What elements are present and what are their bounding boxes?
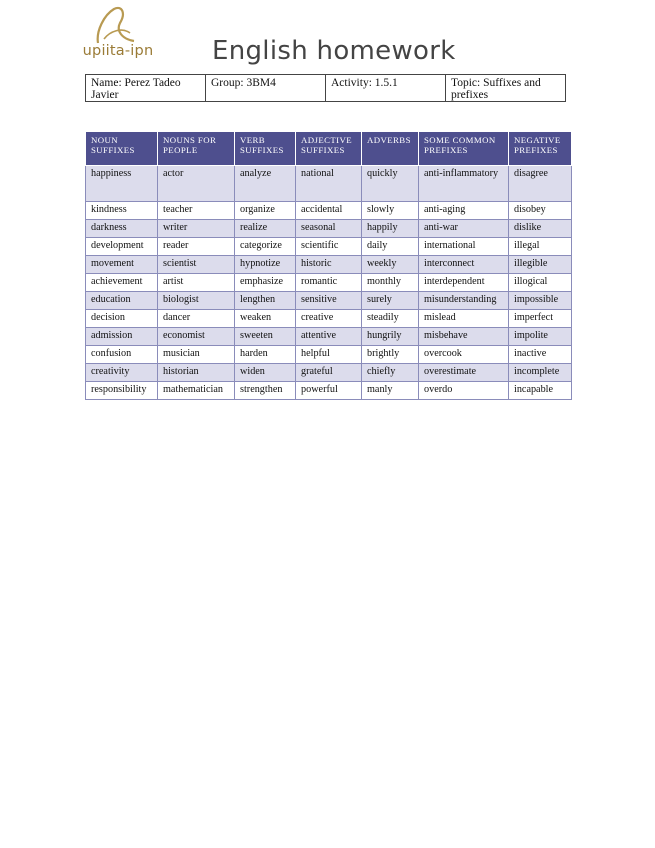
table-cell: reader bbox=[158, 238, 235, 256]
table-cell: interdependent bbox=[419, 274, 509, 292]
table-cell: grateful bbox=[296, 364, 362, 382]
table-row bbox=[86, 202, 572, 220]
table-cell: weaken bbox=[235, 310, 296, 328]
table-cell: kindness bbox=[86, 202, 158, 220]
table-cell: attentive bbox=[296, 328, 362, 346]
table-body bbox=[86, 166, 572, 400]
table-cell: disagree bbox=[509, 166, 572, 202]
page-title: English homework bbox=[212, 36, 456, 66]
table-cell: development bbox=[86, 238, 158, 256]
table-cell: monthly bbox=[362, 274, 419, 292]
table-cell: darkness bbox=[86, 220, 158, 238]
table-cell: impossible bbox=[509, 292, 572, 310]
table-cell: dancer bbox=[158, 310, 235, 328]
table-cell: anti-war bbox=[419, 220, 509, 238]
table-cell: mathematician bbox=[158, 382, 235, 400]
table-cell: powerful bbox=[296, 382, 362, 400]
table-cell: hungrily bbox=[362, 328, 419, 346]
table-cell: categorize bbox=[235, 238, 296, 256]
table-row bbox=[86, 220, 572, 238]
table-cell: national bbox=[296, 166, 362, 202]
table-row bbox=[86, 166, 572, 202]
table-row bbox=[86, 238, 572, 256]
table-cell: responsibility bbox=[86, 382, 158, 400]
activity-cell: Activity: 1.5.1 bbox=[326, 75, 446, 101]
table-cell: mislead bbox=[419, 310, 509, 328]
table-cell: harden bbox=[235, 346, 296, 364]
table-cell: scientist bbox=[158, 256, 235, 274]
table-cell: actor bbox=[158, 166, 235, 202]
table-cell: incapable bbox=[509, 382, 572, 400]
table-cell: creative bbox=[296, 310, 362, 328]
table-cell: weekly bbox=[362, 256, 419, 274]
table-row bbox=[86, 328, 572, 346]
header-adjective-suffixes: ADJECTIVE SUFFIXES bbox=[296, 132, 362, 166]
table-cell: sensitive bbox=[296, 292, 362, 310]
table-cell: helpful bbox=[296, 346, 362, 364]
table-cell: artist bbox=[158, 274, 235, 292]
table-cell: happiness bbox=[86, 166, 158, 202]
table-cell: lengthen bbox=[235, 292, 296, 310]
table-cell: incomplete bbox=[509, 364, 572, 382]
table-cell: biologist bbox=[158, 292, 235, 310]
table-cell: organize bbox=[235, 202, 296, 220]
table-cell: slowly bbox=[362, 202, 419, 220]
table-header-row bbox=[86, 132, 572, 166]
header-noun-suffixes: NOUN SUFFIXES bbox=[86, 132, 158, 166]
table-cell: hypnotize bbox=[235, 256, 296, 274]
header-adverbs: ADVERBS bbox=[362, 132, 419, 166]
table-cell: steadily bbox=[362, 310, 419, 328]
table-cell: sweeten bbox=[235, 328, 296, 346]
table-cell: emphasize bbox=[235, 274, 296, 292]
table-row bbox=[86, 364, 572, 382]
table-cell: anti-inflammatory bbox=[419, 166, 509, 202]
header-nouns-for-people: NOUNS FOR PEOPLE bbox=[158, 132, 235, 166]
table-cell: realize bbox=[235, 220, 296, 238]
table-cell: accidental bbox=[296, 202, 362, 220]
table-row bbox=[86, 310, 572, 328]
table-cell: surely bbox=[362, 292, 419, 310]
table-cell: teacher bbox=[158, 202, 235, 220]
table-cell: illegal bbox=[509, 238, 572, 256]
table-cell: widen bbox=[235, 364, 296, 382]
table-cell: analyze bbox=[235, 166, 296, 202]
upiita-ipn-logo bbox=[78, 5, 158, 65]
logo-swirl-icon bbox=[92, 5, 142, 47]
table-row bbox=[86, 256, 572, 274]
table-cell: achievement bbox=[86, 274, 158, 292]
table-cell: misbehave bbox=[419, 328, 509, 346]
table-cell: imperfect bbox=[509, 310, 572, 328]
table-cell: quickly bbox=[362, 166, 419, 202]
table-cell: manly bbox=[362, 382, 419, 400]
student-name-cell: Name: Perez Tadeo Javier bbox=[86, 75, 206, 101]
table-row bbox=[86, 292, 572, 310]
table-cell: illegible bbox=[509, 256, 572, 274]
table-cell: daily bbox=[362, 238, 419, 256]
table-cell: historic bbox=[296, 256, 362, 274]
info-table bbox=[85, 74, 566, 102]
table-cell: writer bbox=[158, 220, 235, 238]
table-cell: disobey bbox=[509, 202, 572, 220]
table-cell: overestimate bbox=[419, 364, 509, 382]
table-cell: illogical bbox=[509, 274, 572, 292]
table-cell: chiefly bbox=[362, 364, 419, 382]
table-cell: interconnect bbox=[419, 256, 509, 274]
table-cell: overcook bbox=[419, 346, 509, 364]
table-cell: seasonal bbox=[296, 220, 362, 238]
table-cell: misunderstanding bbox=[419, 292, 509, 310]
table-cell: admission bbox=[86, 328, 158, 346]
table-cell: anti-aging bbox=[419, 202, 509, 220]
table-cell: decision bbox=[86, 310, 158, 328]
table-cell: brightly bbox=[362, 346, 419, 364]
table-cell: overdo bbox=[419, 382, 509, 400]
header-negative-prefixes: NEGATIVE PREFIXES bbox=[509, 132, 572, 166]
header-common-prefixes: SOME COMMON PREFIXES bbox=[419, 132, 509, 166]
table-cell: scientific bbox=[296, 238, 362, 256]
header-verb-suffixes: VERB SUFFIXES bbox=[235, 132, 296, 166]
group-cell: Group: 3BM4 bbox=[206, 75, 326, 101]
table-row bbox=[86, 274, 572, 292]
table-cell: inactive bbox=[509, 346, 572, 364]
table-cell: historian bbox=[158, 364, 235, 382]
table-cell: economist bbox=[158, 328, 235, 346]
table-cell: romantic bbox=[296, 274, 362, 292]
table-cell: education bbox=[86, 292, 158, 310]
table-cell: confusion bbox=[86, 346, 158, 364]
table-cell: creativity bbox=[86, 364, 158, 382]
table-row bbox=[86, 382, 572, 400]
logo-text: upiita-ipn bbox=[82, 43, 154, 59]
suffixes-prefixes-table bbox=[85, 131, 572, 400]
table-cell: strengthen bbox=[235, 382, 296, 400]
table-cell: musician bbox=[158, 346, 235, 364]
table-cell: impolite bbox=[509, 328, 572, 346]
table-cell: international bbox=[419, 238, 509, 256]
table-cell: dislike bbox=[509, 220, 572, 238]
table-cell: happily bbox=[362, 220, 419, 238]
table-row bbox=[86, 346, 572, 364]
table-cell: movement bbox=[86, 256, 158, 274]
topic-cell: Topic: Suffixes and prefixes bbox=[451, 77, 541, 101]
